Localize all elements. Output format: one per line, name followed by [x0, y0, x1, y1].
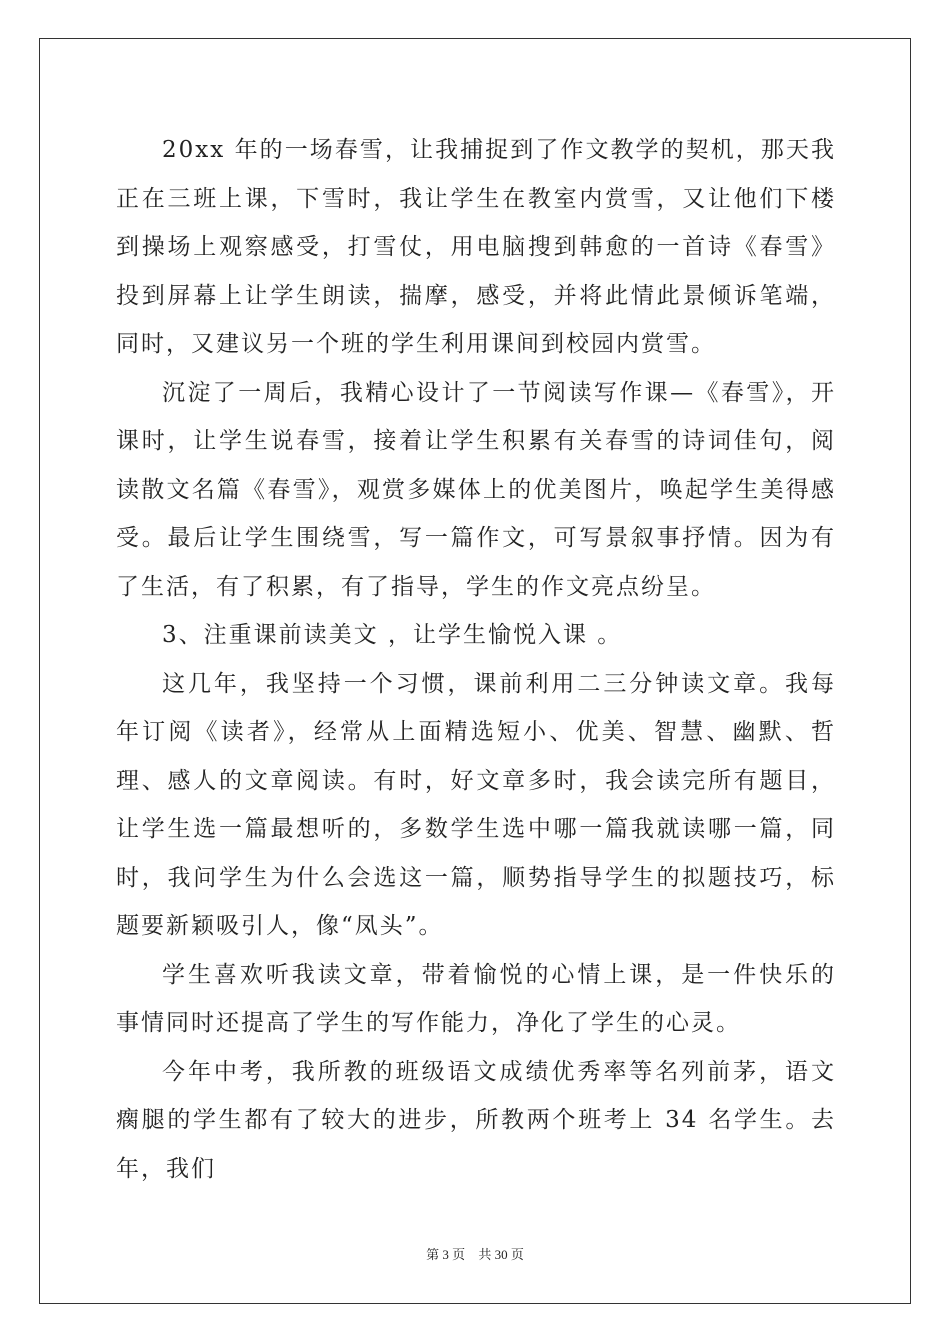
paragraph: 学生喜欢听我读文章，带着愉悦的心情上课，是一件快乐的事情同时还提高了学生的写作能力，净化了学生的心灵。: [116, 961, 836, 1036]
page-number: 第 3 页: [426, 1247, 466, 1262]
page-total: 共 30 页: [478, 1247, 524, 1262]
paragraph: 3、注重课前读美文 ，让学生愉悦入课 。: [162, 622, 623, 648]
paragraph: 今年中考，我所教的班级语文成绩优秀率等名列前茅，语文瘸腿的学生都有了较大的进步，所教两个班考上 34 名学生。去年，我们: [116, 1058, 836, 1182]
paragraph: 20xx 年的一场春雪，让我捕捉到了作文教学的契机，那天我正在三班上课，下雪时，我让学生在教室内赏雪，又让他们下楼到操场上观察感受，打雪仗，用电脑搜到韩愈的一首诗《春雪》投到屏幕上让学生朗读，揣摩，感受，并将此情此景倾诉笔端，同时，又建议另一个班的学生利用课间到校园内赏雪。: [116, 137, 836, 357]
paragraph: 沉淀了一周后，我精心设计了一节阅读写作课—《春雪》，开课时，让学生说春雪，接着让学生积累有关春雪的诗词佳句，阅读散文名篇《春雪》，观赏多媒体上的优美图片，唤起学生美得感受。最后让学生围绕雪，写一篇作文，可写景叙事抒情。因为有了生活，有了积累，有了指导，学生的作文亮点纷呈。: [116, 379, 836, 600]
document-body: [116, 126, 836, 1193]
paragraph: 这几年，我坚持一个习惯，课前利用二三分钟读文章。我每年订阅《读者》，经常从上面精选短小、优美、智慧、幽默、哲理、感人的文章阅读。有时，好文章多时，我会读完所有题目，让学生选一篇最想听的，多数学生选中哪一篇我就读哪一篇，同时，我问学生为什么会选这一篇，顺势指导学生的拟题技巧，标题要新颖吸引人，像“凤头”。: [116, 670, 836, 939]
page-footer: [0, 1244, 950, 1263]
